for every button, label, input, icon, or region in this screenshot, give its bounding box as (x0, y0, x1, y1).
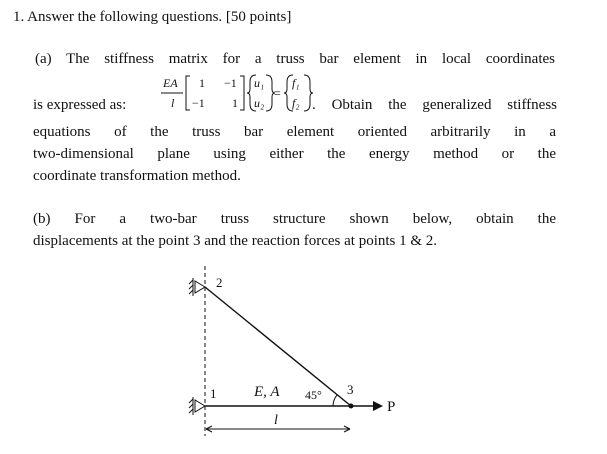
part-a-line1: (a) The stiffness matrix for a truss bar element in local coordinates (35, 51, 555, 67)
matrix-k21: −1 (192, 96, 205, 110)
question-heading: 1. Answer the following questions. [50 points] (13, 9, 292, 25)
load-arrow-head (373, 401, 383, 411)
vector-u2: u₂ (254, 96, 265, 110)
coef-denominator: l (171, 96, 175, 110)
vector-f2: f₂ (292, 96, 300, 110)
coef-numerator: EA (163, 76, 178, 90)
node-3-label: 3 (347, 382, 354, 397)
vector-u1: u₁ (254, 76, 265, 90)
part-b-line1: (b) For a two-bar truss structure shown below, obtain the (33, 211, 556, 227)
matrix-k11: 1 (199, 76, 205, 90)
part-a-line5: coordinate transformation method. (33, 168, 241, 184)
equals-sign: = (274, 86, 281, 100)
matrix-k12: −1 (224, 76, 237, 90)
part-a-expressed-prefix: is expressed as: (33, 97, 127, 113)
pin-support-2 (189, 278, 205, 296)
angle-label: 45° (305, 388, 322, 402)
part-a-line3: equations of the truss bar element oriented arbitrarily in a (33, 124, 556, 140)
part-b-line2: displacements at the point 3 and the reaction forces at points 1 & 2. (33, 233, 438, 249)
pin-support-1 (189, 397, 205, 415)
part-a-line2-suffix: . Obtain the generalized stiffness (312, 97, 557, 113)
member-label: E, A (254, 384, 280, 400)
load-label: P (387, 399, 396, 415)
node-1-label: 1 (210, 386, 217, 401)
matrix-k22: 1 (232, 96, 238, 110)
part-a-line4: two-dimensional plane using either the energy method or the (33, 146, 556, 162)
node-2-label: 2 (216, 275, 223, 290)
length-label: l (274, 413, 278, 428)
angle-arc (333, 395, 337, 406)
vector-f1: f₁ (292, 76, 300, 90)
